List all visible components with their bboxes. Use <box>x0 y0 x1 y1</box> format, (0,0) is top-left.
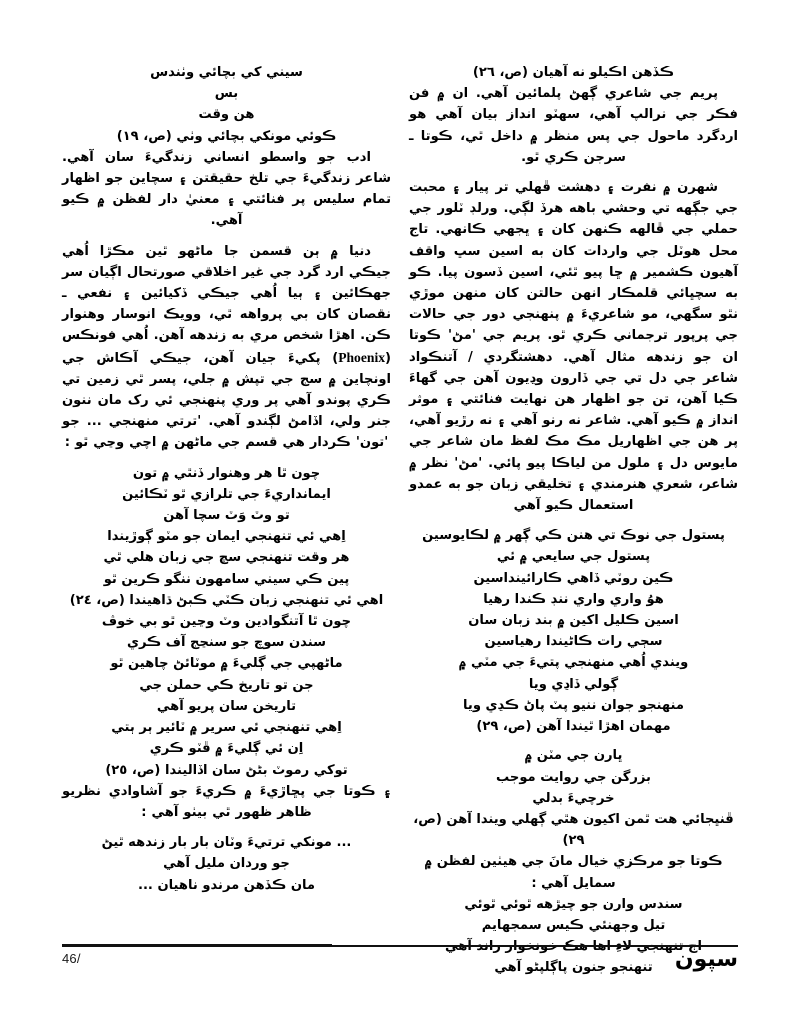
verse-block <box>409 745 738 851</box>
verse-line: اسين ڪليل اکين ۾ بند زبان سان <box>468 613 679 629</box>
verse-line: سندن سوچ جو سنڃج آف ڪري <box>127 635 326 651</box>
verse-line: سڄي رات ڪاڻيندا رهياسين <box>484 634 663 650</box>
verse-line: هوُ واري واري ننڊ ڪندا رهيا <box>483 591 664 607</box>
verse-line-with-citation: اهي ئي تنهنجي زبان ڪٽي ڪبڻ ڌاهيندا (ص، ٢٤) <box>69 592 384 608</box>
running-head-title: سپون <box>674 947 738 972</box>
verse-line: تو وٽ وَٽ سچا آهن <box>163 508 290 524</box>
page-footer <box>62 944 738 1004</box>
verse-line: ڀارن جي مٽن ۾ <box>524 748 623 764</box>
verse-line: منهنجو جوان ننيو پٽ پاڻ ڪڍي ويا <box>463 697 684 713</box>
verse-block <box>62 62 391 147</box>
verse-line: اِهي تنهنجي ئي سرير ۾ ٽائير ٻر ٻتي <box>111 720 342 736</box>
verse-line: تنهنجو جنون پاڳلپڻو آهي <box>494 960 653 976</box>
verse-line: تيل وجهنئي ڪيس سمجهايم <box>481 917 666 933</box>
verse-line: بس <box>214 86 239 102</box>
body-paragraph: ڪوتا جو مرڪزي خيال مانَ جي هيٺين لفظن ۾ سمايل آهي : <box>424 854 723 891</box>
verse-line-with-citation: ڪوئي مونکي بچائي وٺي (ص، ١٩) <box>116 128 337 144</box>
verse-line: سندس وارن جو چيڙهه ٿوئي ٿوئي <box>464 896 683 912</box>
verse-line: هر وقت تنهنجي سچ جي زبان هلي ٿي <box>103 550 350 566</box>
verse-line: بزرگن جي روايت موجب <box>496 769 651 785</box>
verse-block <box>62 611 391 781</box>
verse-line: جن تو تاريخ ڪي حملن جي <box>139 677 314 693</box>
right-column <box>62 62 391 920</box>
verse-line: سيني کي بچائي وٺندس <box>150 65 303 80</box>
verse-line-with-citation: ڪڏهن اڪيلو نه آهيان (ص، ٢٦) <box>472 65 675 80</box>
verse-line-with-citation: ڦنڀجائي هت ٿمن اکيون هٿي ڳهلي ويندا آهن (ص، ٢٩) <box>413 811 734 849</box>
verse-line: ويندي اُهي منهنجي پتيءَ جي مٽي ۾ <box>458 655 689 671</box>
verse-line: تاريخن سان پريو آهي <box>156 698 297 714</box>
body-paragraph: شهرن ۾ نفرت ۽ دهشت ڦهلي تر پيار ۽ محبت جي جڳهه تي وحشي باهه هرڏ لڳي. ورلڊ ٽلور جي حملي جي ڦالهه ڪنهن کان ۽ ڀجهي ڪانهي. تاج محل هوٽل جي واردات کان به اسين سڀ واقف آهيون ڪشمير ۾ ڇا پيو ٿئي، اسين ڏسون پيا. ڪو به سچڀائي قلمڪار انهن حالتن کان منهن موڙي نٿو سگهي، مو شاعريءَ ۾ پنهنجي دور جي حالات جي پرپور ترجماني ڪري ٿو. پريم جي 'مڻ' ڪوتا ان جو زندهه مثال آهي. دهشتگردي / آتنڪواد شاعر جي دل تي جي ڏارون وڍيون آهن جي گهاءَ ڪيا آهن، تن جو اظهار هن نهايت فنائتي ۽ موثر انداز ۾ ڪيو آهي. شاعر نه رنو آهي ۽ نه رڙيو آهي، پر هن جي اظهاريل مڪ مڪ لفظ مان شاعر جي مايوس دل ۽ ملول من لياڪا پيو پائي. 'مڻ' نظر ۾ شاعر، شعري هنرمندي ۽ تخليقي زبان جو به عمدو استعمال ڪيو آهي <box>409 180 738 514</box>
verse-line: ڪين روٽي ڏاهي ڪارائينداسين <box>473 570 674 586</box>
verse-line: پستول جي نوڪ تي هنن ڪي ڳهر ۾ لڪايوسين <box>422 528 725 544</box>
verse-line: چون ٿا آتنگوادين وٽ وڃين ٿو بي خوڤ <box>101 614 352 630</box>
body-paragraph: پريم جي شاعري ڳهڻ پلمائين آهي. ان ۾ فن فڪر جي نرالپ آهي، سهٽو انداز بيان آهي هو اردگرد ماحول جي پس منظر ۾ داخل ٿي، ڪوتا ـ سرجن ڪري ٿو. <box>409 86 738 165</box>
verse-line: هن وقت <box>198 107 255 123</box>
verse-line-with-citation: توکي رموٽ بڻڻ سان اڏاليندا (ص، ٢٥) <box>105 762 348 778</box>
verse-block <box>62 832 391 896</box>
verse-line: اِهي ئي تنهنجي ايمان جو مٽو ڳوڙيندا <box>107 529 346 545</box>
body-paragraph: ادب جو واسطو انساني زندگيءَ سان آهي. شاعر زندگيءَ جي تلخ حقيقتن ۽ سچاين جو اظهار تمام سليس پر فنائتي ۽ معنيٰ دار لفظن ۾ ڪيو آهي. <box>62 149 391 229</box>
verse-line: پين ڪي سيني سامهون ننگو ڪرين ٿو <box>103 571 350 587</box>
footer-rule-thick-segment <box>62 944 332 947</box>
verse-line: اِن ئي ڳليءَ ۾ ڦٽو ڪري <box>149 741 304 757</box>
verse-line: ... مونکي ترتيءَ وٽان بار بار زندهه ٿيڻ <box>101 835 352 851</box>
verse-block <box>409 525 738 737</box>
verse-line: ماڻهپي جي ڳليءَ ۾ موٽائڻ چاهين ٿو <box>110 656 343 672</box>
verse-line: ايمانداريءَ جي تلرازي ٿو ٽڪائين <box>122 486 331 502</box>
body-paragraph: ۽ ڪوتا جي پڇاڙيءَ ۾ ڪريءَ جو آشاوادي نظريو ظاهر ظهور ٿي بيٺو آهي : <box>62 783 391 820</box>
verse-line: پستول جي سايعي ۾ ئي <box>496 549 651 565</box>
verse-line: خرچيءَ بدلي <box>532 790 615 806</box>
footer-rule <box>62 944 738 948</box>
verse-line: مان ڪڏهن مرندو ناهيان ... <box>137 877 316 893</box>
body-paragraph: دنيا ۾ ٻن قسمن جا ماڻهو ٿين مڪڙا اُهي جيڪي ارد گرد جي غير اخلاقي صورتحال اڳيان سر جهڪائين ۽ ٻيا اُهي جيڪي ڏکيائين ۽ نفعي ـ نقصان کان بي پرواهه ٿي، وويڪ انوسار وهنوار ڪن. اهڙا شخص مري به زندهه آهن. اُهي فونڪس (Phoenix) پکيءَ جيان آهن، جيڪي آڪاش جي اونچاين ۾ سج جي تپش ۾ جلي، پسر ٿي زمين تي ڪري پوندو آهي پر وري پنهنجي ئي رک مان ننون جنر ولي، اڏامڻ لڳندو آهي. 'ترتي منهنجي ... جو 'تون' ڪردار هي قسم جي ماڻهن ۾ اچي وڃي ٿو : <box>62 243 391 451</box>
verse-line: جو وردان مليل آهي <box>163 856 290 872</box>
verse-line: ڳولي ڏاڍي ويا <box>528 676 619 692</box>
page-number: 46/ <box>62 951 81 966</box>
verse-spacer <box>409 737 738 745</box>
latin-inline-term: Phoenix <box>338 349 386 365</box>
footer-content <box>62 947 738 991</box>
verse-line: چون ٿا هر وهنوار ڏنٿي ۾ تون <box>132 465 321 481</box>
verse-block <box>62 463 391 611</box>
verse-line-with-citation: مهمان اهڙا ٿيندا آهن (ص، ٢٩) <box>476 719 671 735</box>
